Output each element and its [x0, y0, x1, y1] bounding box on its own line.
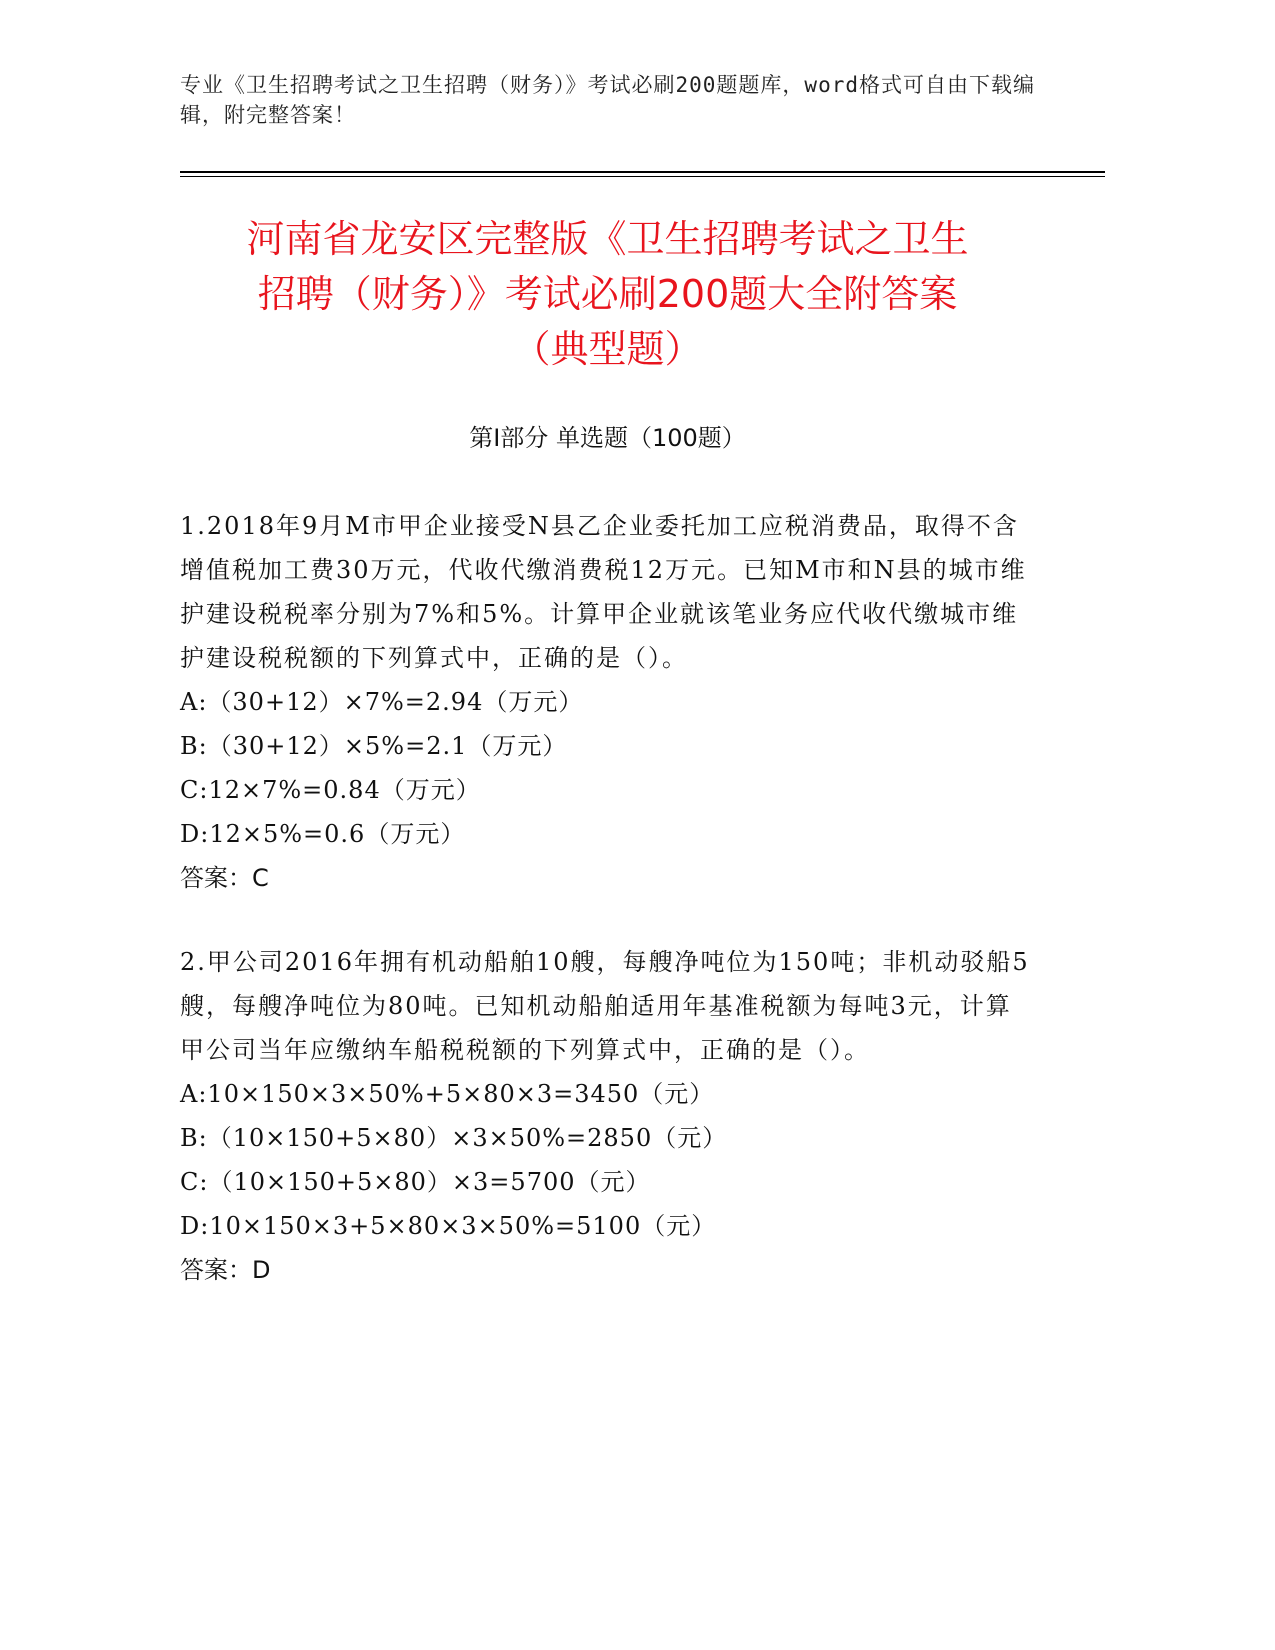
- answer: 答案：C: [180, 864, 269, 892]
- header-divider-thin: [180, 176, 1105, 177]
- header-note: 专业《卫生招聘考试之卫生招聘（财务）》考试必刷200题题库，word格式可自由下载编辑，附完整答案！: [180, 73, 1035, 127]
- question-stem: 1.2018年9月M市甲企业接受N县乙企业委托加工应税消费品，取得不含增值税加工费30万元，代收代缴消费税12万元。已知M市和N县的城市维护建设税税率分别为7%和5%。计算甲企业就该笔业务应代收代缴城市维护建设税税额的下列算式中，正确的是（）。: [180, 512, 1027, 672]
- option-c: C:12×7%=0.84（万元）: [180, 776, 481, 804]
- header-divider-thick: [180, 171, 1105, 173]
- question-1: [180, 504, 1030, 900]
- option-d: D:12×5%=0.6（万元）: [180, 820, 466, 848]
- document-title: [180, 212, 1035, 377]
- option-b: B:（10×150+5×80）×3×50%=2850（元）: [180, 1124, 728, 1152]
- option-c: C:（10×150+5×80）×3=5700（元）: [180, 1168, 651, 1196]
- document-title-line-3: （典型题）: [512, 327, 703, 371]
- question-2: [180, 940, 1030, 1292]
- section-title: 第Ⅰ部分 单选题（100题）: [469, 424, 746, 452]
- document-title-line-1: 河南省龙安区完整版《卫生招聘考试之卫生: [246, 217, 969, 261]
- option-a: A:10×150×3×50%+5×80×3=3450（元）: [180, 1080, 715, 1108]
- question-stem: 2.甲公司2016年拥有机动船舶10艘，每艘净吨位为150吨；非机动驳船5艘，每艘净吨位为80吨。已知机动船舶适用年基准税额为每吨3元，计算甲公司当年应缴纳车船税税额的下列算式中，正确的是（）。: [180, 948, 1030, 1064]
- option-b: B:（30+12）×5%=2.1（万元）: [180, 732, 568, 760]
- option-a: A:（30+12）×7%=2.94（万元）: [180, 688, 584, 716]
- option-d: D:10×150×3+5×80×3×50%=5100（元）: [180, 1212, 717, 1240]
- document-title-line-2: 招聘（财务）》考试必刷200题大全附答案: [257, 272, 958, 316]
- answer: 答案：D: [180, 1256, 271, 1284]
